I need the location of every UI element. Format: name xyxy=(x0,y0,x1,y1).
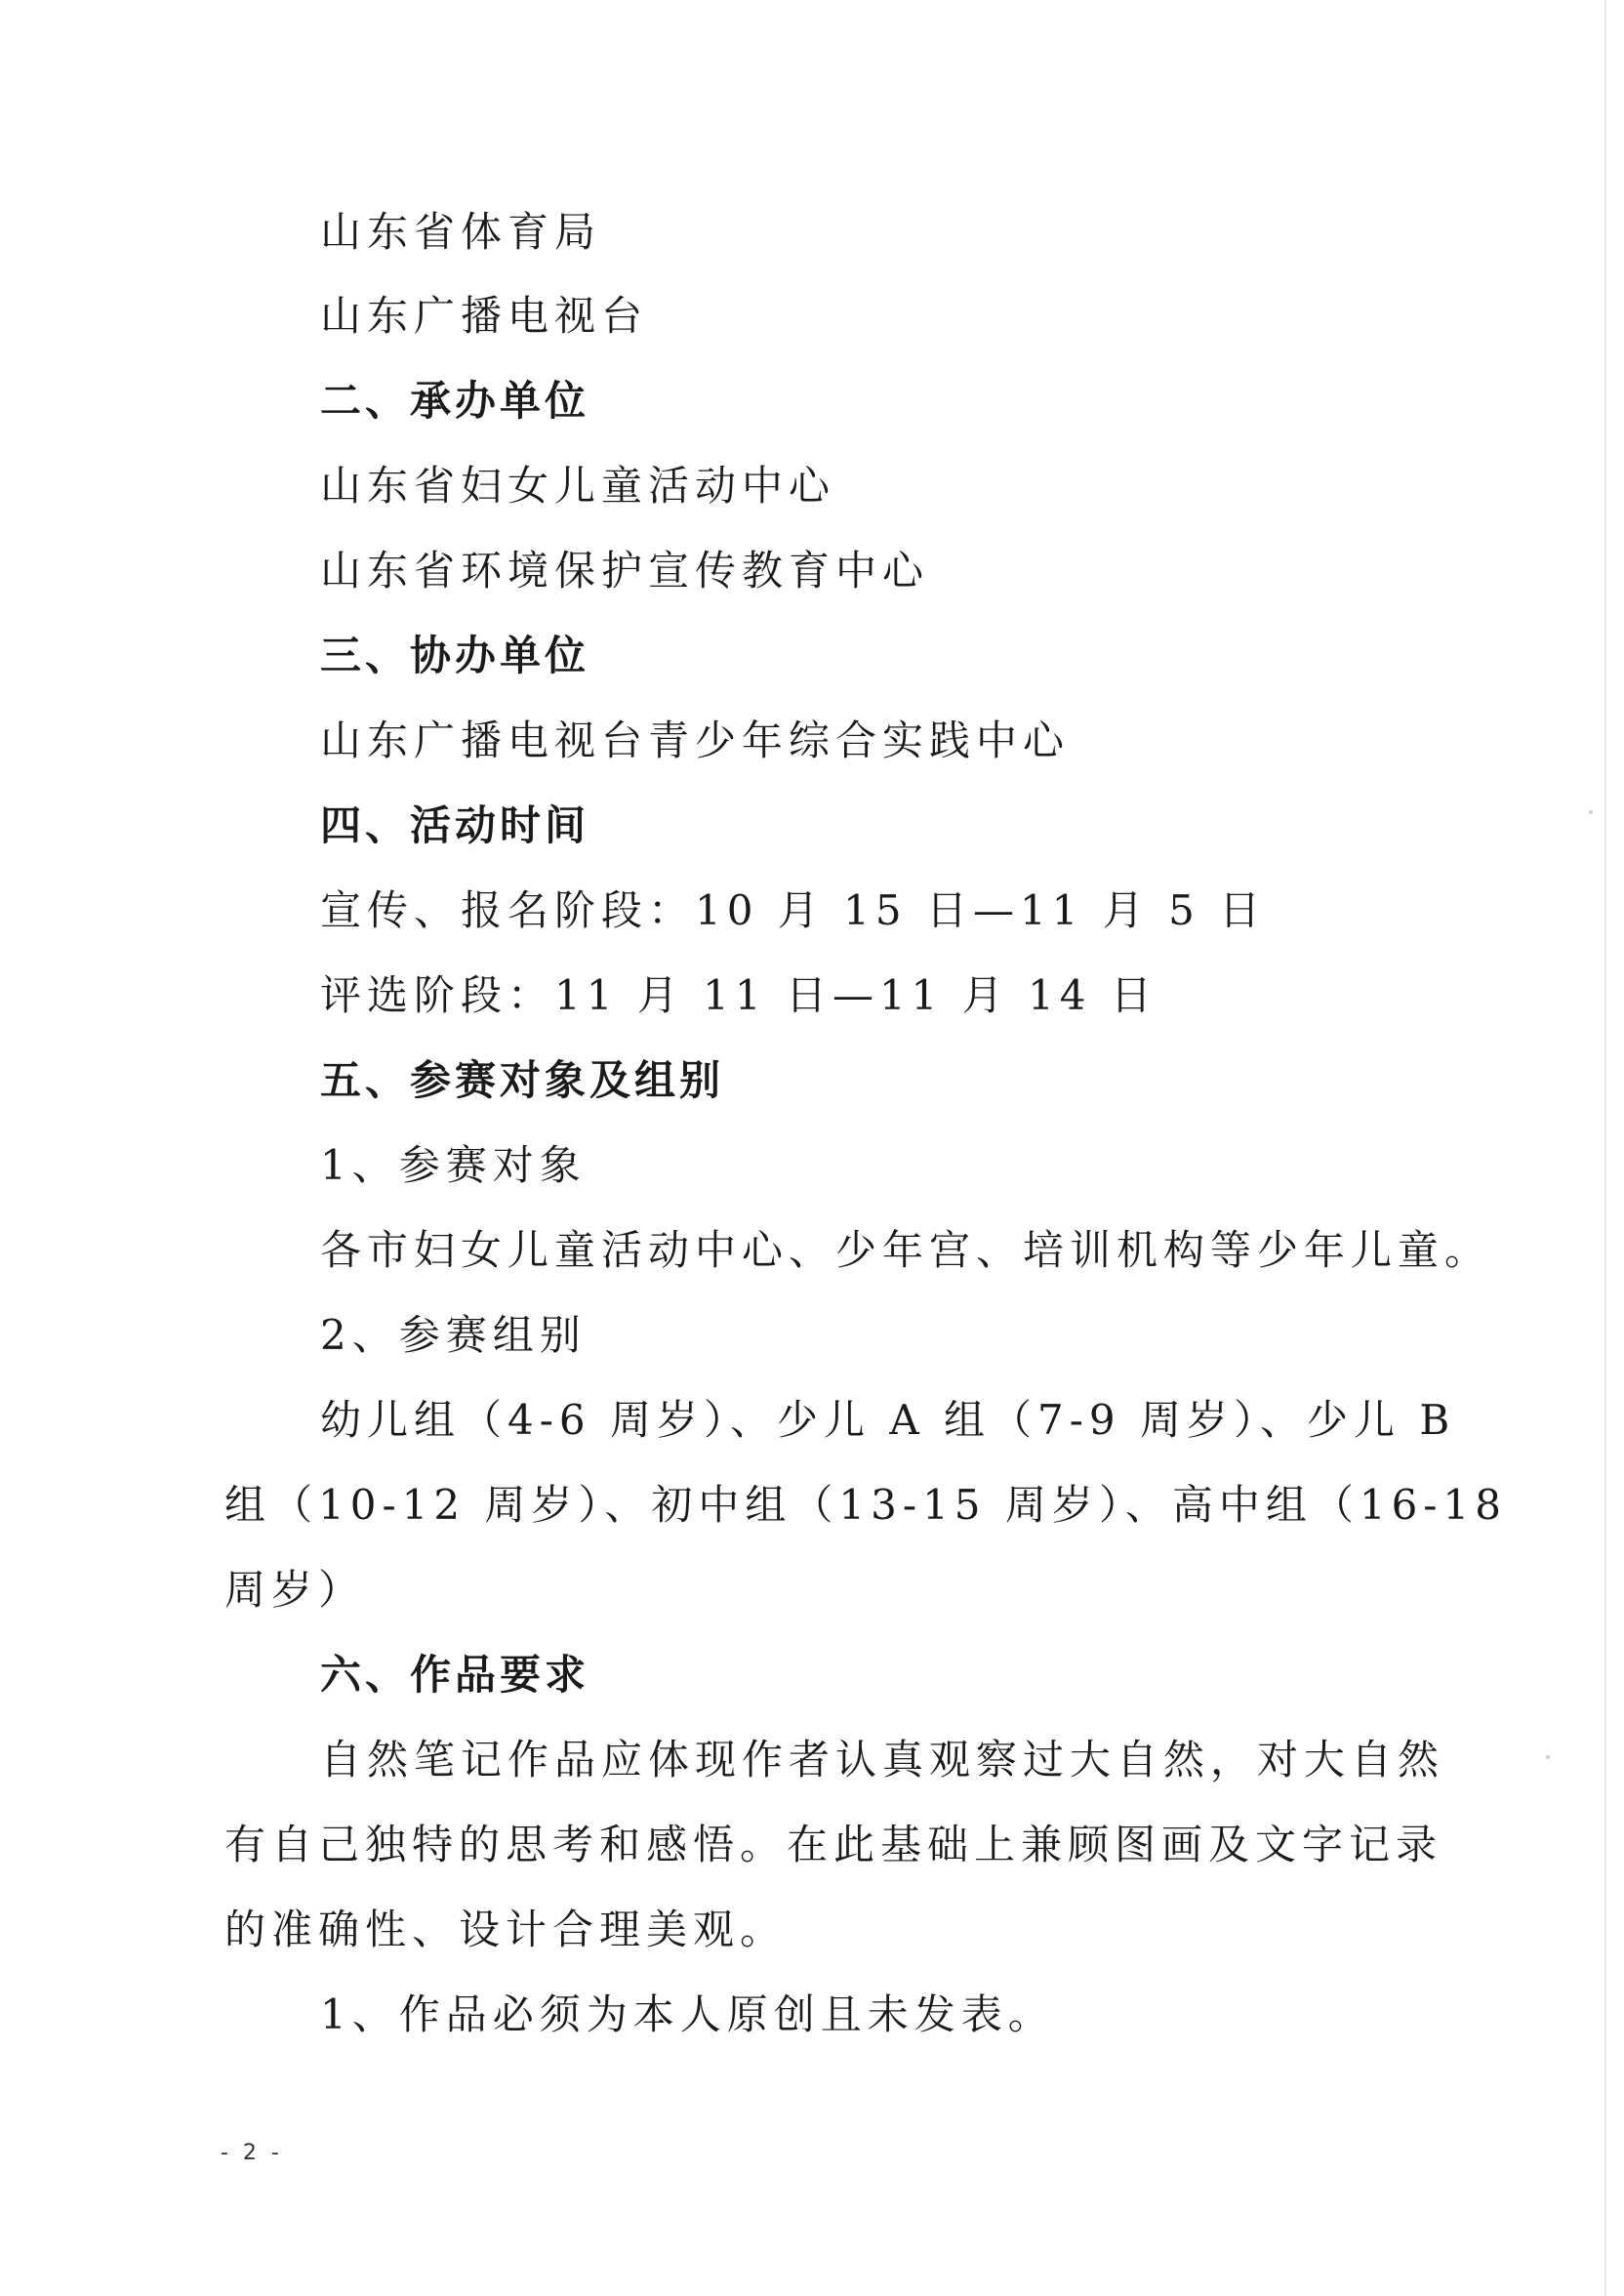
organizer-line: 山东省妇女儿童活动中心 xyxy=(320,462,836,510)
schedule-line: 评选阶段：11 月 11 日—11 月 14 日 xyxy=(320,971,1157,1019)
organizer-line: 山东广播电视台 xyxy=(320,292,649,340)
body-line: 组（10-12 周岁）、初中组（13-15 周岁）、高中组（16-18 xyxy=(224,1481,1507,1529)
organizer-line: 山东省环境保护宣传教育中心 xyxy=(320,547,930,594)
section-heading: 六、作品要求 xyxy=(320,1651,590,1699)
body-line: 的准确性、设计合理美观。 xyxy=(224,1906,788,1953)
body-line: 自然笔记作品应体现作者认真观察过大自然，对大自然 xyxy=(320,1736,1445,1784)
page-number: - 2 - xyxy=(221,2141,283,2165)
body-line: 周岁） xyxy=(224,1566,366,1614)
scan-speck xyxy=(1589,810,1593,814)
section-heading: 三、协办单位 xyxy=(320,632,590,679)
section-heading: 四、活动时间 xyxy=(320,801,590,849)
subsection-line: 2、参赛组别 xyxy=(320,1311,587,1359)
body-line: 1、作品必须为本人原创且未发表。 xyxy=(320,1990,1055,2038)
body-line: 幼儿组（4-6 周岁）、少儿 A 组（7-9 周岁）、少儿 B xyxy=(320,1396,1456,1444)
schedule-line: 宣传、报名阶段：10 月 15 日—11 月 5 日 xyxy=(320,886,1267,934)
scan-speck xyxy=(1546,1755,1550,1759)
body-line: 各市妇女儿童活动中心、少年宫、培训机构等少年儿童。 xyxy=(320,1226,1492,1274)
section-heading: 五、参赛对象及组别 xyxy=(320,1056,725,1104)
organizer-line: 山东广播电视台青少年综合实践中心 xyxy=(320,717,1071,764)
scan-edge-shadow xyxy=(1604,0,1606,2296)
body-line: 有自己独特的思考和感悟。在此基础上兼顾图画及文字记录 xyxy=(224,1821,1443,1868)
section-heading: 二、承办单位 xyxy=(320,377,590,425)
organizer-line: 山东省体育局 xyxy=(320,208,602,256)
subsection-line: 1、参赛对象 xyxy=(320,1141,587,1189)
